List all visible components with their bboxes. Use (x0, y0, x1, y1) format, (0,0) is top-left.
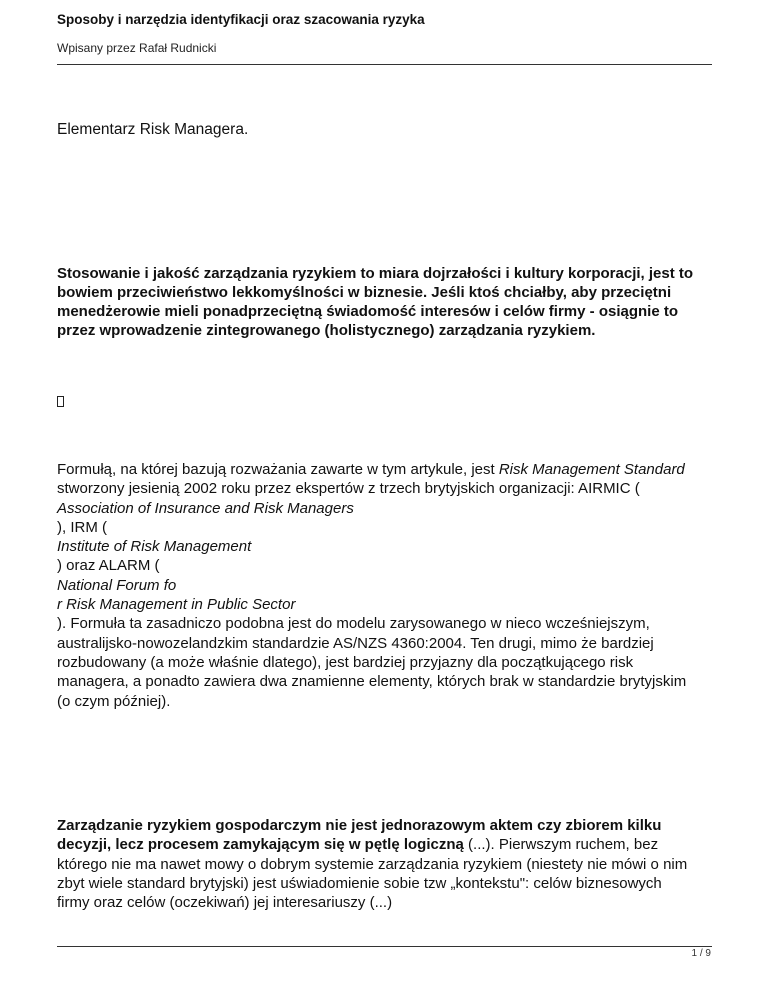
body-line: Institute of Risk Management (57, 538, 252, 556)
body-line: managera, a ponadto zawiera dwa znamienne elementy, których brak w standardzie brytyjskim (57, 673, 687, 691)
page-header-title: Sposoby i narzędzia identyfikacji oraz szacowania ryzyka (57, 12, 425, 27)
body-paragraph-2 (57, 816, 717, 912)
body-line: rozbudowany (a może właśnie dlatego), jest bardziej przyjazny dla początkującego risk (57, 653, 634, 671)
page-header-author: Wpisany przez Rafał Rudnicki (57, 41, 217, 55)
body-line: Association of Insurance and Risk Managers (57, 499, 354, 517)
body-line: zbyt wiele standard brytyjski) jest uświadomienie sobie tzw „kontekstu": celów biznesowych (57, 874, 662, 892)
intro-text: Elementarz Risk Managera. (57, 121, 249, 138)
body-line: National Forum fo (57, 576, 177, 594)
body-line: którego nie ma nawet mowy o dobrym systemie zarządzania ryzykiem (niestety nie mówi o nim (57, 855, 688, 873)
footer-divider (57, 946, 712, 947)
missing-glyph-icon (57, 396, 64, 407)
page-number: 1 / 9 (691, 948, 711, 959)
body-line: ). Formuła ta zasadniczo podobna jest do modelu zarysowanego w nieco wcześniejszym, (57, 615, 650, 633)
body-line: ) oraz ALARM ( (57, 557, 160, 575)
body-line: australijsko-nowozelandzkim standardzie AS/NZS 4360:2004. Ten drugi, mimo że bardziej (57, 634, 654, 652)
body-line: r Risk Management in Public Sector (57, 596, 296, 614)
body-line: stworzony jesienią 2002 roku przez ekspertów z trzech brytyjskich organizacji: AIRMIC ( (57, 480, 640, 498)
body-paragraph-1 (57, 460, 717, 711)
body-line: Zarządzanie ryzykiem gospodarczym nie jest jednorazowym aktem czy zbiorem kilku (57, 817, 662, 834)
header-divider (57, 64, 712, 65)
body-line: (o czym później). (57, 692, 171, 710)
body-line: ), IRM ( (57, 518, 107, 536)
body-line: Formułą, na której bazują rozważania zawarte w tym artykule, jest Risk Management Standard (57, 461, 685, 478)
body-line: decyzji, lecz procesem zamykającym się w pętlę logiczną (...). Pierwszym ruchem, bez (57, 836, 659, 854)
body-line: firmy oraz celów (oczekiwań) jej interesariuszy (...) (57, 894, 393, 912)
lead-paragraph: Stosowanie i jakość zarządzania ryzykiem to miara dojrzałości i kultury korporacji, jest to bowiem przeciwieństwo lekkomyślności w biznesie. Jeśli ktoś chciałby, aby przeciętni menedżerowie mieli ponadprzeciętną świadomość interesów i celów firmy - osiągnie to przez wprowadzenie zintegrowanego (holistycznego) zarządzania ryzykiem. (57, 265, 694, 339)
